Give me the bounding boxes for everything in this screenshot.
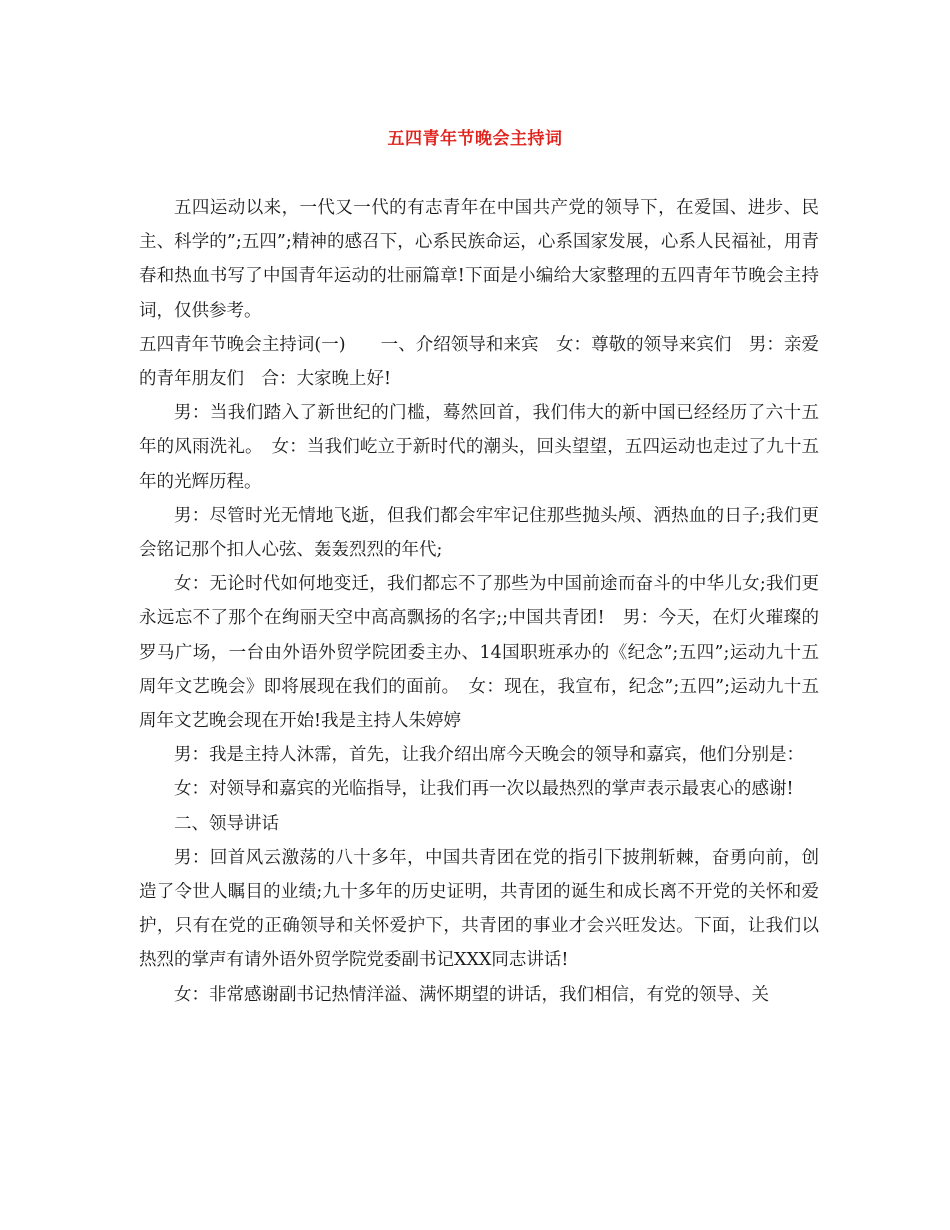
paragraph-dialogue: 女：无论时代如何地变迁，我们都忘不了那些为中国前途而奋斗的中华儿女;我们更永远忘不了那个在绚丽天空中高高飘扬的名字;;中国共青团! 男：今天，在灯火璀璨的罗马广场，一台由外语外贸学院团委主办、14国职班承办的《纪念”;五四”;运动九十五周年文艺晚会》即将展现在我们的面前。 女：现在，我宣布，纪念”;五四”;运动九十五周年文艺晚会现在开始!我是主持人朱婷婷	[139, 574, 819, 732]
paragraph-dialogue: 男：我是主持人沐霈，首先，让我介绍出席今天晚会的领导和嘉宾，他们分别是：	[174, 745, 804, 766]
paragraph-dialogue: 女：对领导和嘉宾的光临指导，让我们再一次以最热烈的掌声表示最衷心的感谢!	[174, 779, 794, 800]
paragraph-dialogue: 男：尽管时光无情地飞逝，但我们都会牢牢记住那些抛头颅、洒热血的日子;我们更会铭记那个扣人心弦、轰轰烈烈的年代;	[139, 505, 819, 561]
section-heading-leader-speech: 二、领导讲话	[174, 813, 279, 834]
document-title: 五四青年节晚会主持词	[387, 129, 563, 149]
paragraph-section-one-heading: 五四青年节晚会主持词(一) 一、介绍领导和来宾 女：尊敬的领导来宾们 男：亲爱的青年朋友们 合：大家晚上好!	[139, 334, 819, 390]
paragraph-dialogue: 男：当我们踏入了新世纪的门槛，蓦然回首，我们伟大的新中国已经经历了六十五年的风雨洗礼。 女：当我们屹立于新时代的潮头，回头望望，五四运动也走过了九十五年的光辉历程。	[139, 403, 819, 492]
paragraph-dialogue: 男：回首风云激荡的八十多年，中国共青团在党的指引下披荆斩棘，奋勇向前，创造了令世人瞩目的业绩;九十多年的历史证明，共青团的诞生和成长离不开党的关怀和爱护，只有在党的正确领导和关怀爱护下，共青团的事业才会兴旺发达。下面，让我们以热烈的掌声有请外语外贸学院党委副书记XXX同志讲话!	[139, 847, 819, 971]
paragraph-intro: 五四运动以来，一代又一代的有志青年在中国共产党的领导下，在爱国、进步、民主、科学的”;五四”;精神的感召下，心系民族命运，心系国家发展，心系人民福祉，用青春和热血书写了中国青年运动的壮丽篇章!下面是小编给大家整理的五四青年节晚会主持词，仅供参考。	[139, 198, 819, 321]
paragraph-dialogue: 女：非常感谢副书记热情洋溢、满怀期望的讲话，我们相信，有党的领导、关	[174, 984, 769, 1005]
document-body	[139, 191, 819, 1012]
